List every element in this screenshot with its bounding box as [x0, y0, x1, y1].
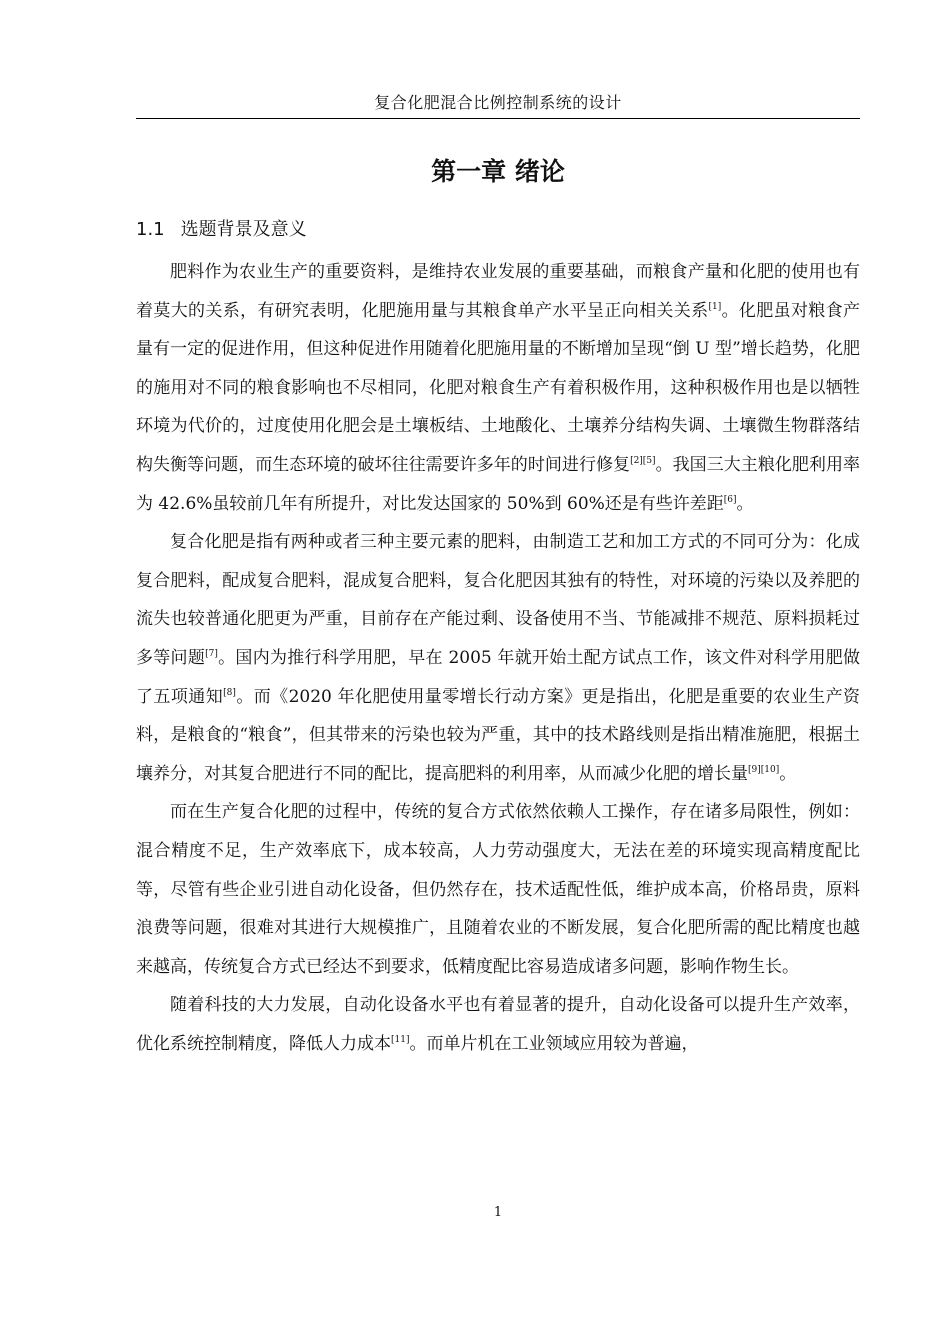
text-run: 而在生产复合化肥的过程中，传统的复合方式依然依赖人工操作，存在诸多局限性，例如：混合精度不足，生产效率底下，成本较高，人力劳动强度大，无法在差的环境实现高精度配比等，尽管有些企业引进自动化设备，但仍然存在，技术适配性低，维护成本高，价格昂贵，原料浪费等问题，很难对其进行大规模推广，且随着农业的不断发展，复合化肥所需的配比精度也越来越高，传统复合方式已经达不到要求，低精度配比容易造成诸多问题，影响作物生长。 [136, 802, 860, 977]
paragraph [136, 986, 860, 1063]
text-run: 肥料作为农业生产的重要资料，是维持农业发展的重要基础，而粮食产量和化肥的使用也有着莫大的关系，有研究表明，化肥施用量与其粮食单产水平呈正向相关关系 [136, 262, 860, 321]
chapter-title: 第一章 绪论 [431, 157, 565, 186]
text-run: 复合化肥是指有两种或者三种主要元素的肥料，由制造工艺和加工方式的不同可分为：化成复合肥料，配成复合肥料，混成复合肥料，复合化肥因其独有的特性，对环境的污染以及养肥的流失也较普通化肥更为严重，目前存在产能过剩、设备使用不当、节能减排不规范、原料损耗过多等问题 [136, 532, 860, 668]
text-run: 。化肥虽对粮食产量有一定的促进作用，但这种促进作用随着化肥施用量的不断增加呈现“倒 U 型”增长趋势，化肥的施用对不同的粮食影响也不尽相同，化肥对粮食生产有着积极作用，这种积极作用也是以牺牲环境为代价的，过度使用化肥会是土壤板结、土地酸化、土壤养分结构失调、土壤微生物群落结构失衡等问题，而生态环境的破坏往往需要许多年的时间进行修复 [136, 300, 860, 475]
text-run: 。而《2020 年化肥使用量零增长行动方案》更是指出，化肥是重要的农业生产资料，是粮食的“粮食”，但其带来的污染也较为严重，其中的技术路线则是指出精准施肥，根据土壤养分，对其复合肥进行不同的配比，提高肥料的利用率，从而减少化肥的增长量 [136, 686, 861, 784]
paragraph [136, 253, 860, 523]
section-number: 1.1 [136, 219, 165, 240]
citation: [11] [391, 1034, 410, 1045]
text-run: 。国内为推行科学用肥，早在 2005 年就开始土配方试点工作，该文件对科学用肥做了五项通知 [136, 647, 860, 707]
body-text [136, 253, 860, 1063]
text-run: 。而单片机在工业领域应用较为普遍， [409, 1033, 699, 1054]
running-header: 复合化肥混合比例控制系统的设计 [136, 90, 860, 119]
citation: [9][10] [748, 764, 780, 775]
citation: [1] [708, 301, 722, 312]
page-number: 1 [493, 1205, 503, 1220]
section-title: 选题背景及意义 [180, 219, 307, 240]
section-heading [136, 215, 307, 241]
citation: [7] [205, 648, 218, 659]
paragraph [136, 523, 860, 793]
text-run: 。 [779, 763, 797, 784]
text-run: 。 [736, 493, 754, 514]
text-run: 。我国三大主粮化肥利用率为 42.6%虽较前几年有所提升，对比发达国家的 50%到 60%还是有些许差距 [136, 454, 861, 514]
citation: [2][5] [630, 455, 656, 466]
text-run: 随着科技的大力发展，自动化设备水平也有着显著的提升，自动化设备可以提升生产效率，优化系统控制精度，降低人力成本 [136, 995, 860, 1054]
citation: [8] [223, 687, 236, 698]
citation: [6] [723, 494, 737, 505]
paragraph [136, 793, 860, 986]
